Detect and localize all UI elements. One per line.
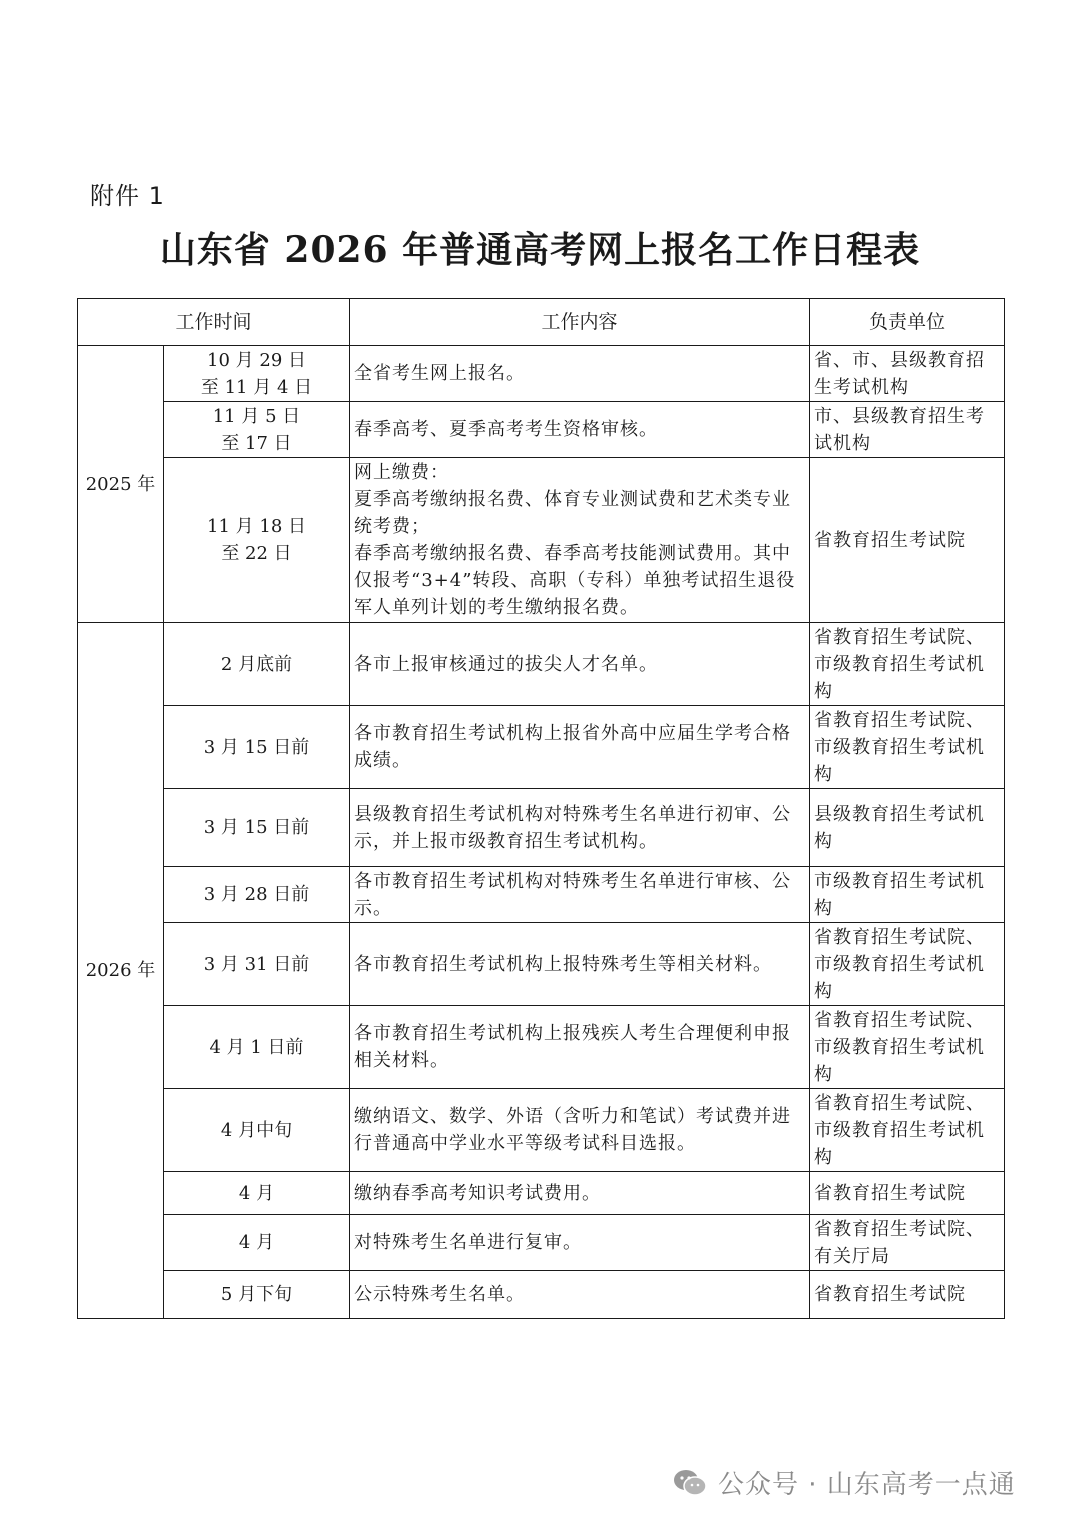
header-responsible-unit: 负责单位 xyxy=(810,299,1005,346)
content-cell xyxy=(350,346,810,402)
time-cell xyxy=(164,1215,350,1271)
content-line: 各市教育招生考试机构上报特殊考生等相关材料。 xyxy=(354,953,773,975)
content-line: 公示特殊考生名单。 xyxy=(354,1284,526,1305)
content-line: 夏季高考缴纳报名费、体育专业测试费和艺术类专业统考费； xyxy=(354,489,792,537)
wechat-icon xyxy=(672,1468,708,1498)
header-work-time: 工作时间 xyxy=(78,299,350,346)
unit-cell: 市、县级教育招生考试机构 xyxy=(810,402,1005,458)
content-line: 各市教育招生考试机构对特殊考生名单进行审核、公示。 xyxy=(354,870,792,919)
unit-cell: 省教育招生考试院、市级教育招生考试机构 xyxy=(810,623,1005,706)
table-row xyxy=(78,1006,1005,1089)
schedule-table xyxy=(77,298,1005,1319)
content-cell xyxy=(350,789,810,867)
content-line: 各市上报审核通过的拔尖人才名单。 xyxy=(354,653,659,675)
table-row xyxy=(78,1215,1005,1271)
content-cell xyxy=(350,867,810,923)
table-row xyxy=(78,1271,1005,1319)
content-cell xyxy=(350,706,810,789)
header-work-content: 工作内容 xyxy=(350,299,810,346)
time-cell xyxy=(164,623,350,706)
unit-cell: 省教育招生考试院、市级教育招生考试机构 xyxy=(810,923,1005,1006)
content-cell xyxy=(350,1006,810,1089)
unit-cell: 省教育招生考试院、市级教育招生考试机构 xyxy=(810,1089,1005,1172)
time-line: 10 月 29 日 xyxy=(207,349,306,371)
content-line: 县级教育招生考试机构对特殊考生名单进行初审、公示，并上报市级教育招生考试机构。 xyxy=(354,803,792,852)
content-cell xyxy=(350,923,810,1006)
page-title: 山东省 2026 年普通高考网上报名工作日程表 xyxy=(159,229,921,271)
time-line: 3 月 15 日前 xyxy=(203,736,310,758)
table-row xyxy=(78,402,1005,458)
time-cell xyxy=(164,346,350,402)
content-cell xyxy=(350,402,810,458)
time-cell xyxy=(164,867,350,923)
content-line: 春季高考、夏季高考考生资格审核。 xyxy=(354,419,659,440)
time-line: 至 17 日 xyxy=(221,432,292,454)
unit-cell: 省、市、县级教育招生考试机构 xyxy=(810,346,1005,402)
time-line: 3 月 15 日前 xyxy=(203,817,310,838)
content-cell xyxy=(350,1172,810,1215)
time-cell xyxy=(164,923,350,1006)
time-line: 4 月 xyxy=(238,1232,275,1253)
unit-cell: 省教育招生考试院 xyxy=(810,1172,1005,1215)
table-row xyxy=(78,1172,1005,1215)
content-cell xyxy=(350,623,810,706)
table-row xyxy=(78,1089,1005,1172)
unit-cell: 省教育招生考试院 xyxy=(810,458,1005,623)
unit-cell: 市级教育招生考试机构 xyxy=(810,867,1005,923)
unit-cell: 省教育招生考试院、市级教育招生考试机构 xyxy=(810,1006,1005,1089)
time-line: 4 月中旬 xyxy=(220,1119,293,1141)
time-line: 11 月 5 日 xyxy=(212,405,301,427)
time-line: 至 11 月 4 日 xyxy=(200,376,313,398)
unit-cell: 省教育招生考试院、市级教育招生考试机构 xyxy=(810,706,1005,789)
time-line: 5 月下旬 xyxy=(220,1284,293,1305)
unit-cell: 省教育招生考试院 xyxy=(810,1271,1005,1319)
time-cell xyxy=(164,706,350,789)
time-line: 3 月 28 日前 xyxy=(203,884,310,905)
time-cell xyxy=(164,402,350,458)
content-line: 各市教育招生考试机构上报省外高中应届生学考合格成绩。 xyxy=(354,723,792,771)
time-cell xyxy=(164,789,350,867)
content-cell xyxy=(350,458,810,623)
unit-cell: 省教育招生考试院、有关厅局 xyxy=(810,1215,1005,1271)
footer-watermark xyxy=(672,1464,1016,1501)
table-row xyxy=(78,789,1005,867)
time-cell xyxy=(164,458,350,623)
content-line: 对特殊考生名单进行复审。 xyxy=(354,1232,583,1253)
year-cell: 2026 年 xyxy=(78,623,164,1319)
unit-cell: 县级教育招生考试机构 xyxy=(810,789,1005,867)
content-line: 缴纳语文、数学、外语（含听力和笔试）考试费并进行普通高中学业水平等级考试科目选报。 xyxy=(354,1106,792,1154)
content-cell xyxy=(350,1271,810,1319)
table-row xyxy=(78,346,1005,402)
time-line: 4 月 1 日前 xyxy=(209,1036,304,1058)
time-line: 至 22 日 xyxy=(221,543,292,564)
content-cell xyxy=(350,1089,810,1172)
schedule-body xyxy=(78,346,1005,1319)
time-cell xyxy=(164,1089,350,1172)
year-cell: 2025 年 xyxy=(78,346,164,623)
time-line: 2 月底前 xyxy=(220,653,293,675)
table-row xyxy=(78,867,1005,923)
attachment-label: 附件 1 xyxy=(90,182,165,210)
content-line: 全省考生网上报名。 xyxy=(354,363,526,384)
content-line: 各市教育招生考试机构上报残疾人考生合理便利申报相关材料。 xyxy=(354,1023,792,1071)
time-cell xyxy=(164,1172,350,1215)
table-row xyxy=(78,623,1005,706)
time-line: 4 月 xyxy=(238,1182,275,1204)
footer-text: 公众号 · 山东高考一点通 xyxy=(718,1470,1016,1500)
table-row xyxy=(78,458,1005,623)
content-cell xyxy=(350,1215,810,1271)
table-header-row xyxy=(78,299,1005,346)
time-cell xyxy=(164,1271,350,1319)
content-line: 春季高考缴纳报名费、春季高考技能测试费用。其中仅报考“3+4”转段、高职（专科）单独考试招生退役军人单列计划的考生缴纳报名费。 xyxy=(354,543,796,618)
content-line: 网上缴费： xyxy=(354,462,450,483)
table-row xyxy=(78,923,1005,1006)
time-cell xyxy=(164,1006,350,1089)
table-row xyxy=(78,706,1005,789)
time-line: 11 月 18 日 xyxy=(207,516,306,537)
content-line: 缴纳春季高考知识考试费用。 xyxy=(354,1182,602,1204)
time-line: 3 月 31 日前 xyxy=(203,953,310,975)
